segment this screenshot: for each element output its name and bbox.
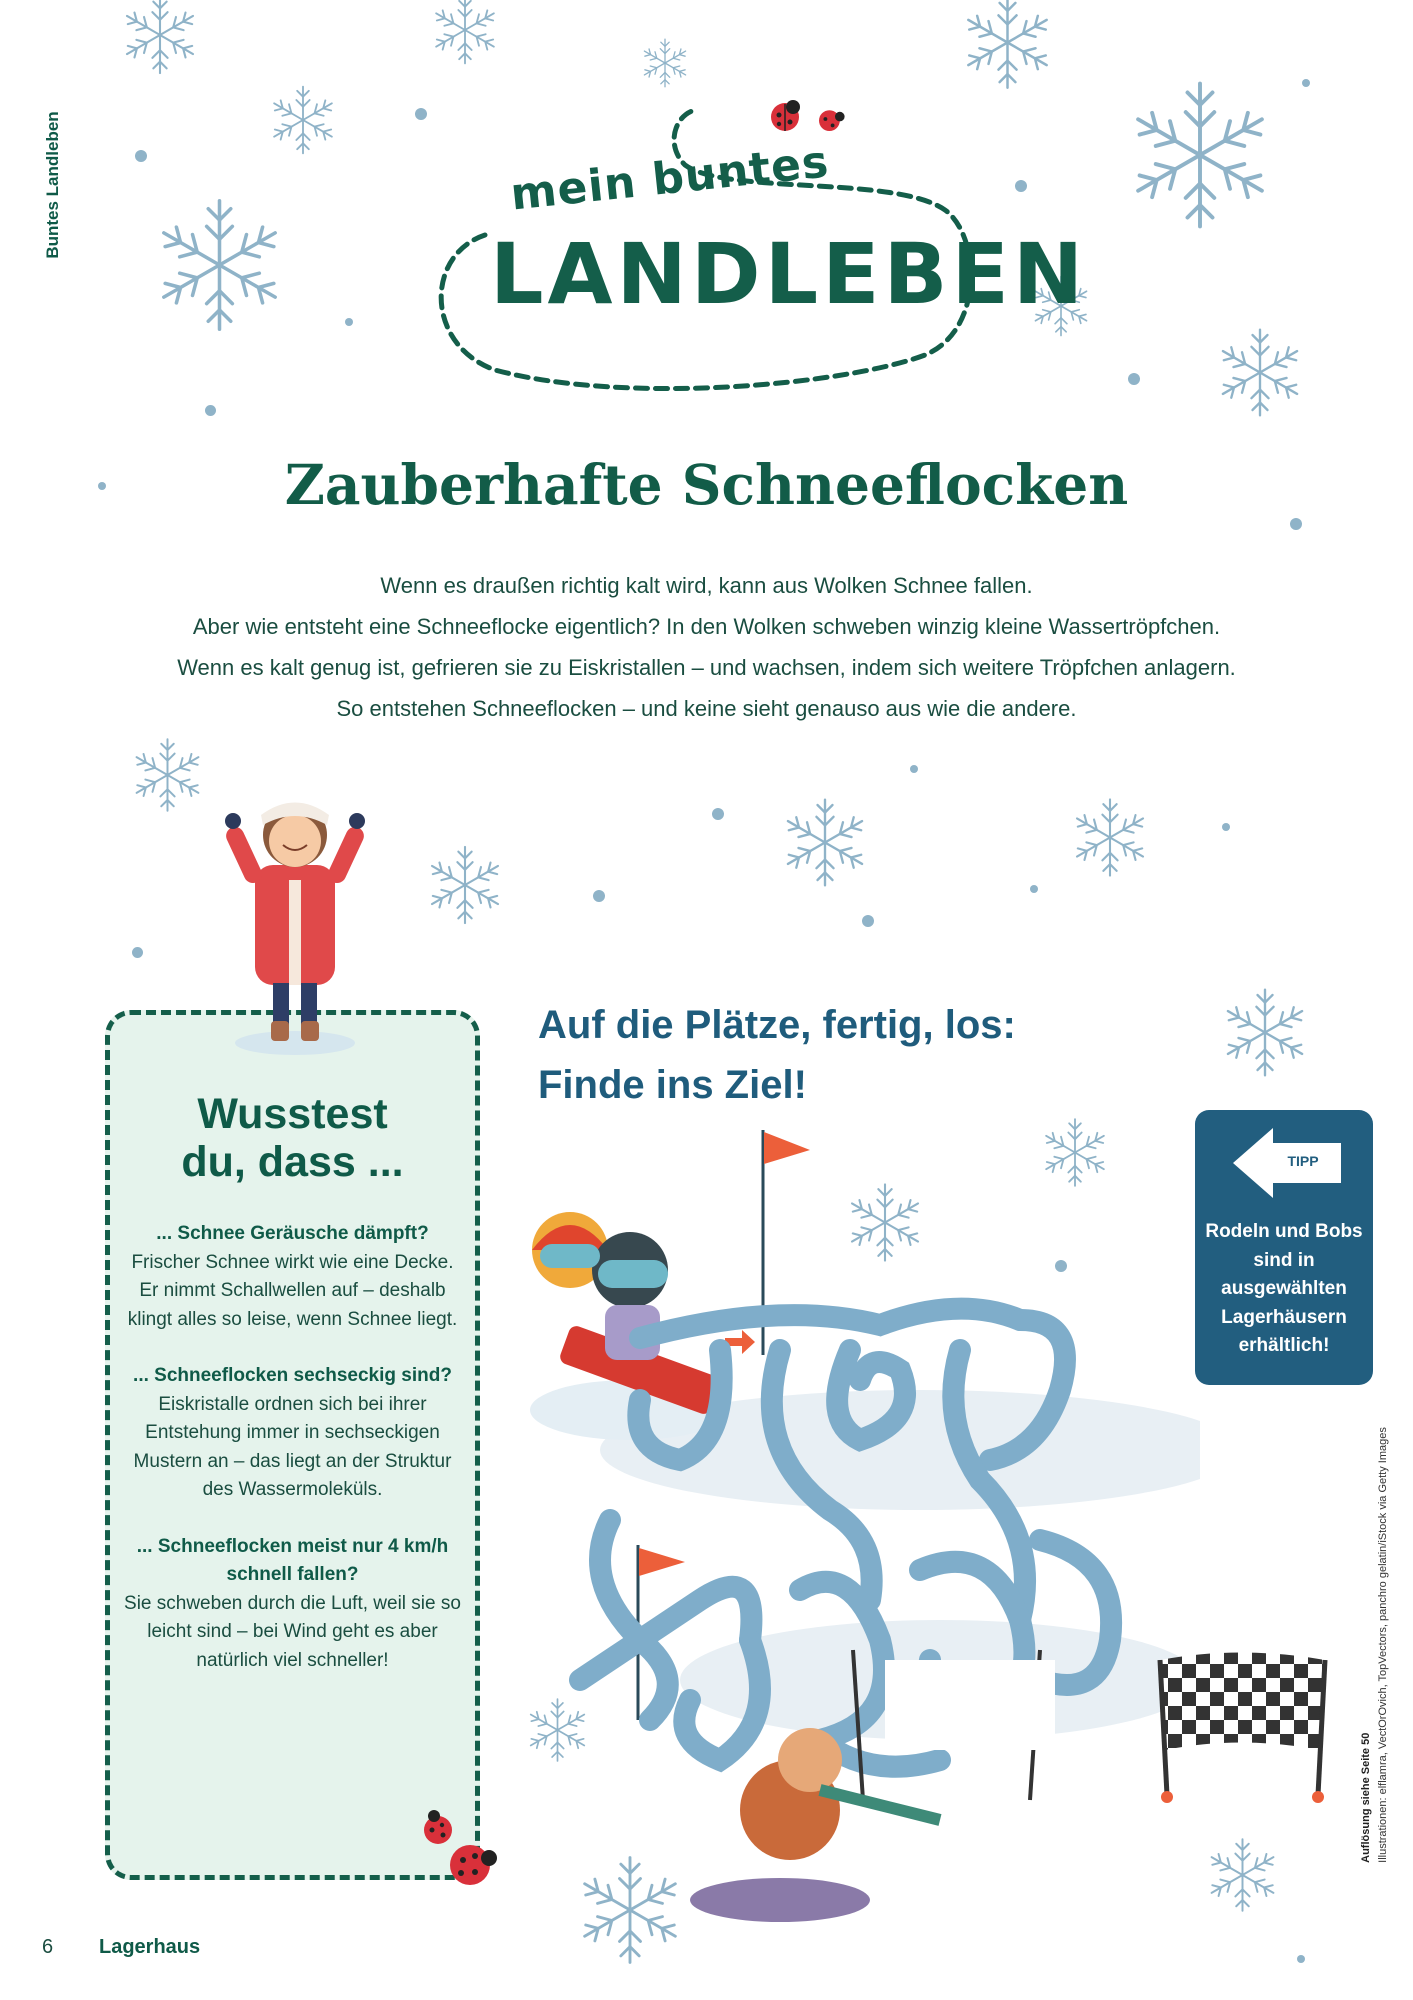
- snow-dot: [1297, 1955, 1305, 1963]
- did-you-know-box: [105, 1010, 480, 1880]
- snowflake-icon: [120, 0, 200, 75]
- checkered-flag: [885, 1660, 1055, 1750]
- snowflake-icon: [425, 0, 505, 65]
- fact-answer: Sie schweben durch die Luft, weil sie so leicht sind – bei Wind geht es aber natürlich viel schneller!: [124, 1592, 461, 1671]
- snow-dot: [862, 915, 874, 927]
- brand-name: Lagerhaus: [99, 1936, 201, 1958]
- snowflake-icon: [152, 195, 287, 335]
- snow-dot: [1222, 823, 1230, 831]
- snowflake-icon: [960, 0, 1055, 90]
- snowflake-icon: [425, 840, 505, 930]
- snowflake-icon: [1070, 795, 1150, 880]
- snowflake-icon: [130, 735, 205, 815]
- snow-dot: [132, 947, 143, 958]
- fact-item: [120, 1220, 465, 1334]
- fact-answer: Eiskristalle ordnen sich bei ihrer Entstehung immer in sechseckigen Mustern an – das liegt an der Struktur des Wassermoleküls.: [133, 1393, 452, 1500]
- flag-icon: [764, 1132, 810, 1164]
- illustration-credits: Illustrationen: elflamra, VectOrOvich, TopVectors, panchro gelatin/iStock via Getty Images: [1377, 1427, 1389, 1863]
- snowflake-icon: [1205, 1835, 1280, 1915]
- page-number: 6: [42, 1936, 54, 1958]
- intro-paragraph: [0, 565, 1413, 729]
- snowflake-icon: [1125, 70, 1275, 240]
- fact-item: [120, 1362, 465, 1505]
- fact-item: [120, 1533, 465, 1676]
- credits: [1350, 1395, 1400, 1895]
- finish-flag-icon: [1140, 1650, 1340, 1810]
- snow-dot: [1015, 180, 1027, 192]
- snow-dot: [712, 808, 724, 820]
- snow-dot: [1128, 373, 1140, 385]
- snowflake-icon: [1220, 985, 1310, 1080]
- snow-dot: [593, 890, 605, 902]
- snow-dot: [1030, 885, 1038, 893]
- ladybug-icon: [815, 103, 847, 135]
- snow-dot: [345, 318, 353, 326]
- logo-line2: LANDLEBEN: [490, 225, 1088, 323]
- snowflake-icon: [780, 795, 870, 890]
- fact-answer: Frischer Schnee wirkt wie eine Decke. Er nimmt Schallwellen auf – deshalb klingt alles so leise, wenn Schnee liegt.: [127, 1251, 458, 1330]
- intro-line: Aber wie entsteht eine Schneeflocke eigentlich? In den Wolken schweben winzig kleine Wassertröpfchen.: [192, 614, 1221, 639]
- maze-puzzle[interactable]: [520, 1120, 1200, 1940]
- logo-line1: mein buntes: [508, 136, 832, 221]
- intro-line: Wenn es draußen richtig kalt wird, kann aus Wolken Schnee fallen.: [380, 573, 1033, 598]
- fact-question: ... Schneeflocken meist nur 4 km/h schnell fallen?: [136, 1535, 449, 1585]
- intro-line: Wenn es kalt genug ist, gefrieren sie zu Eiskristallen – und wachsen, indem sich weitere Tröpfchen anlagern.: [177, 655, 1236, 680]
- fact-question: ... Schneeflocken sechseckig sind?: [133, 1365, 452, 1386]
- snow-dot: [135, 150, 147, 162]
- fact-question: ... Schnee Geräusche dämpft?: [156, 1223, 429, 1244]
- snowflake-icon: [268, 85, 338, 155]
- snow-dot: [1290, 518, 1302, 530]
- snow-dot: [1302, 79, 1310, 87]
- snow-dot: [205, 405, 216, 416]
- infobox-facts: [120, 1220, 465, 1703]
- snow-dot: [910, 765, 918, 773]
- solution-note: Auflösung siehe Seite 50: [1360, 1732, 1372, 1863]
- ladybug-icon: [445, 1840, 500, 1890]
- tip-label: TIPP: [1287, 1153, 1319, 1169]
- infobox-title: Wusstest du, dass ...: [181, 1090, 404, 1186]
- intro-line: So entstehen Schneeflocken – und keine sieht genauso aus wie die andere.: [336, 696, 1077, 721]
- girl-illustration: [215, 785, 375, 1055]
- tip-box: [1195, 1110, 1373, 1385]
- snowflake-icon: [640, 38, 690, 88]
- snowflake-icon: [1215, 325, 1305, 420]
- maze-heading: Auf die Plätze, fertig, los: Finde ins Ziel!: [538, 1003, 1016, 1107]
- page-title: Zauberhafte Schneeflocken: [284, 452, 1129, 517]
- logo: [425, 85, 1088, 395]
- flag-icon: [639, 1548, 685, 1576]
- ladybug-icon: [765, 95, 805, 135]
- tip-text: Rodeln und Bobs sind in ausgewählten Lagerhäusern erhältlich!: [1205, 1221, 1363, 1356]
- section-label: Buntes Landleben: [43, 111, 62, 259]
